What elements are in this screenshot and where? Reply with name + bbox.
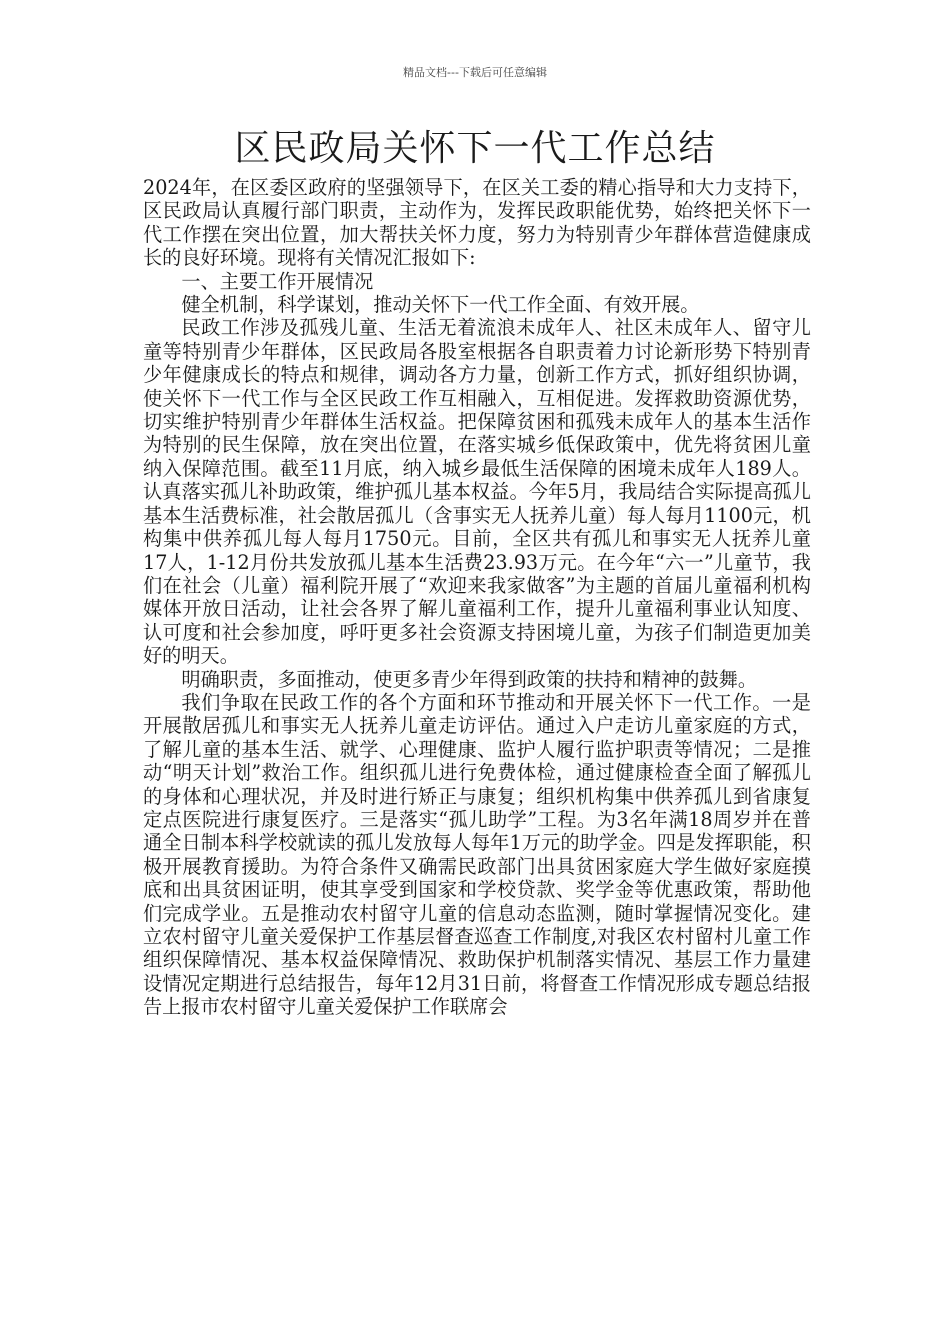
paragraph-subheading-2: 明确职责，多面推动，使更多青少年得到政策的扶持和精神的鼓舞。 [181,667,758,691]
paragraph-body-2: 我们争取在民政工作的各个方面和环节推动和开展关怀下一代工作。一是开展散居孤儿和事实无人抚养儿童走访评估。通过入户走访儿童家庭的方式，了解儿童的基本生活、就学、心理健康、监护人履行监护职责等情况；二是推动“明天计划”救治工作。组织孤儿进行免费体检，通过健康检查全面了解孤儿的身体和心理状况，并及时进行矫正与康复；组织机构集中供养孤儿到省康复定点医院进行康复医疗。三是落实“孤儿助学”工程。为3名年满18周岁并在普通全日制本科学校就读的孤儿发放每人每年1万元的助学金。四是发挥职能，积极开展教育援助。为符合条件又确需民政部门出具贫困家庭大学生做好家庭摸底和出具贫困证明，使其享受到国家和学校贷款、奖学金等优惠政策，帮助他们完成学业。五是推动农村留守儿童的信息动态监测，随时掌握情况变化。建立农村留守儿童关爱保护工作基层督查巡查工作制度,对我区农村留村儿童工作组织保障情况、基本权益保障情况、救助保护机制落实情况、基层工作力量建设情况定期进行总结报告，每年12月31日前，将督查工作情况形成专题总结报告上报市农村留守儿童关爱保护工作联席会 [143,690,811,1019]
paragraph-intro: 2024年，在区委区政府的坚强领导下，在区关工委的精心指导和大力支持下，区民政局认真履行部门职责，主动作为，发挥民政职能优势，始终把关怀下一代工作摆在突出位置，加大帮扶关怀力度，努力为特别青少年群体营造健康成长的良好环境。现将有关情况汇报如下: [143,176,811,270]
paragraph-subheading-1: 健全机制，科学谋划，推动关怀下一代工作全面、有效开展。 [181,293,700,317]
paragraph-body-1: 民政工作涉及孤残儿童、生活无着流浪未成年人、社区未成年人、留守儿童等特别青少年群体，区民政局各股室根据各自职责着力讨论新形势下特别青少年健康成长的特点和规律，调动各方力量，创新工作方式，抓好组织协调，使关怀下一代工作与全区民政工作互相融入，互相促进。发挥救助资源优势，切实维护特别青少年群体生活权益。把保障贫困和孤残未成年人的基本生活作为特别的民生保障，放在突出位置，在落实城乡低保政策中，优先将贫困儿童纳入保障范围。截至11月底，纳入城乡最低生活保障的困境未成年人189人。认真落实孤儿补助政策，维护孤儿基本权益。今年5月，我局结合实际提高孤儿基本生活费标准，社会散居孤儿（含事实无人抚养儿童）每人每月1100元，机构集中供养孤儿每人每月1750元。目前，全区共有孤儿和事实无人抚养儿童17人，1-12月份共发放孤儿基本生活费23.93万元。在今年“六一”儿童节，我们在社会（儿童）福利院开展了“欢迎来我家做客”为主题的首届儿童福利机构媒体开放日活动，让社会各界了解儿童福利工作，提升儿童福利事业认知度、认可度和社会参加度，呼吁更多社会资源支持困境儿童，为孩子们制造更加美好的明天。 [143,316,811,668]
document-body [143,176,811,1019]
document-title: 区民政局关怀下一代工作总结 [234,128,716,169]
header-note: 精品文档---下载后可任意编辑 [403,66,547,79]
section-heading: 一、主要工作开展情况 [181,269,374,293]
